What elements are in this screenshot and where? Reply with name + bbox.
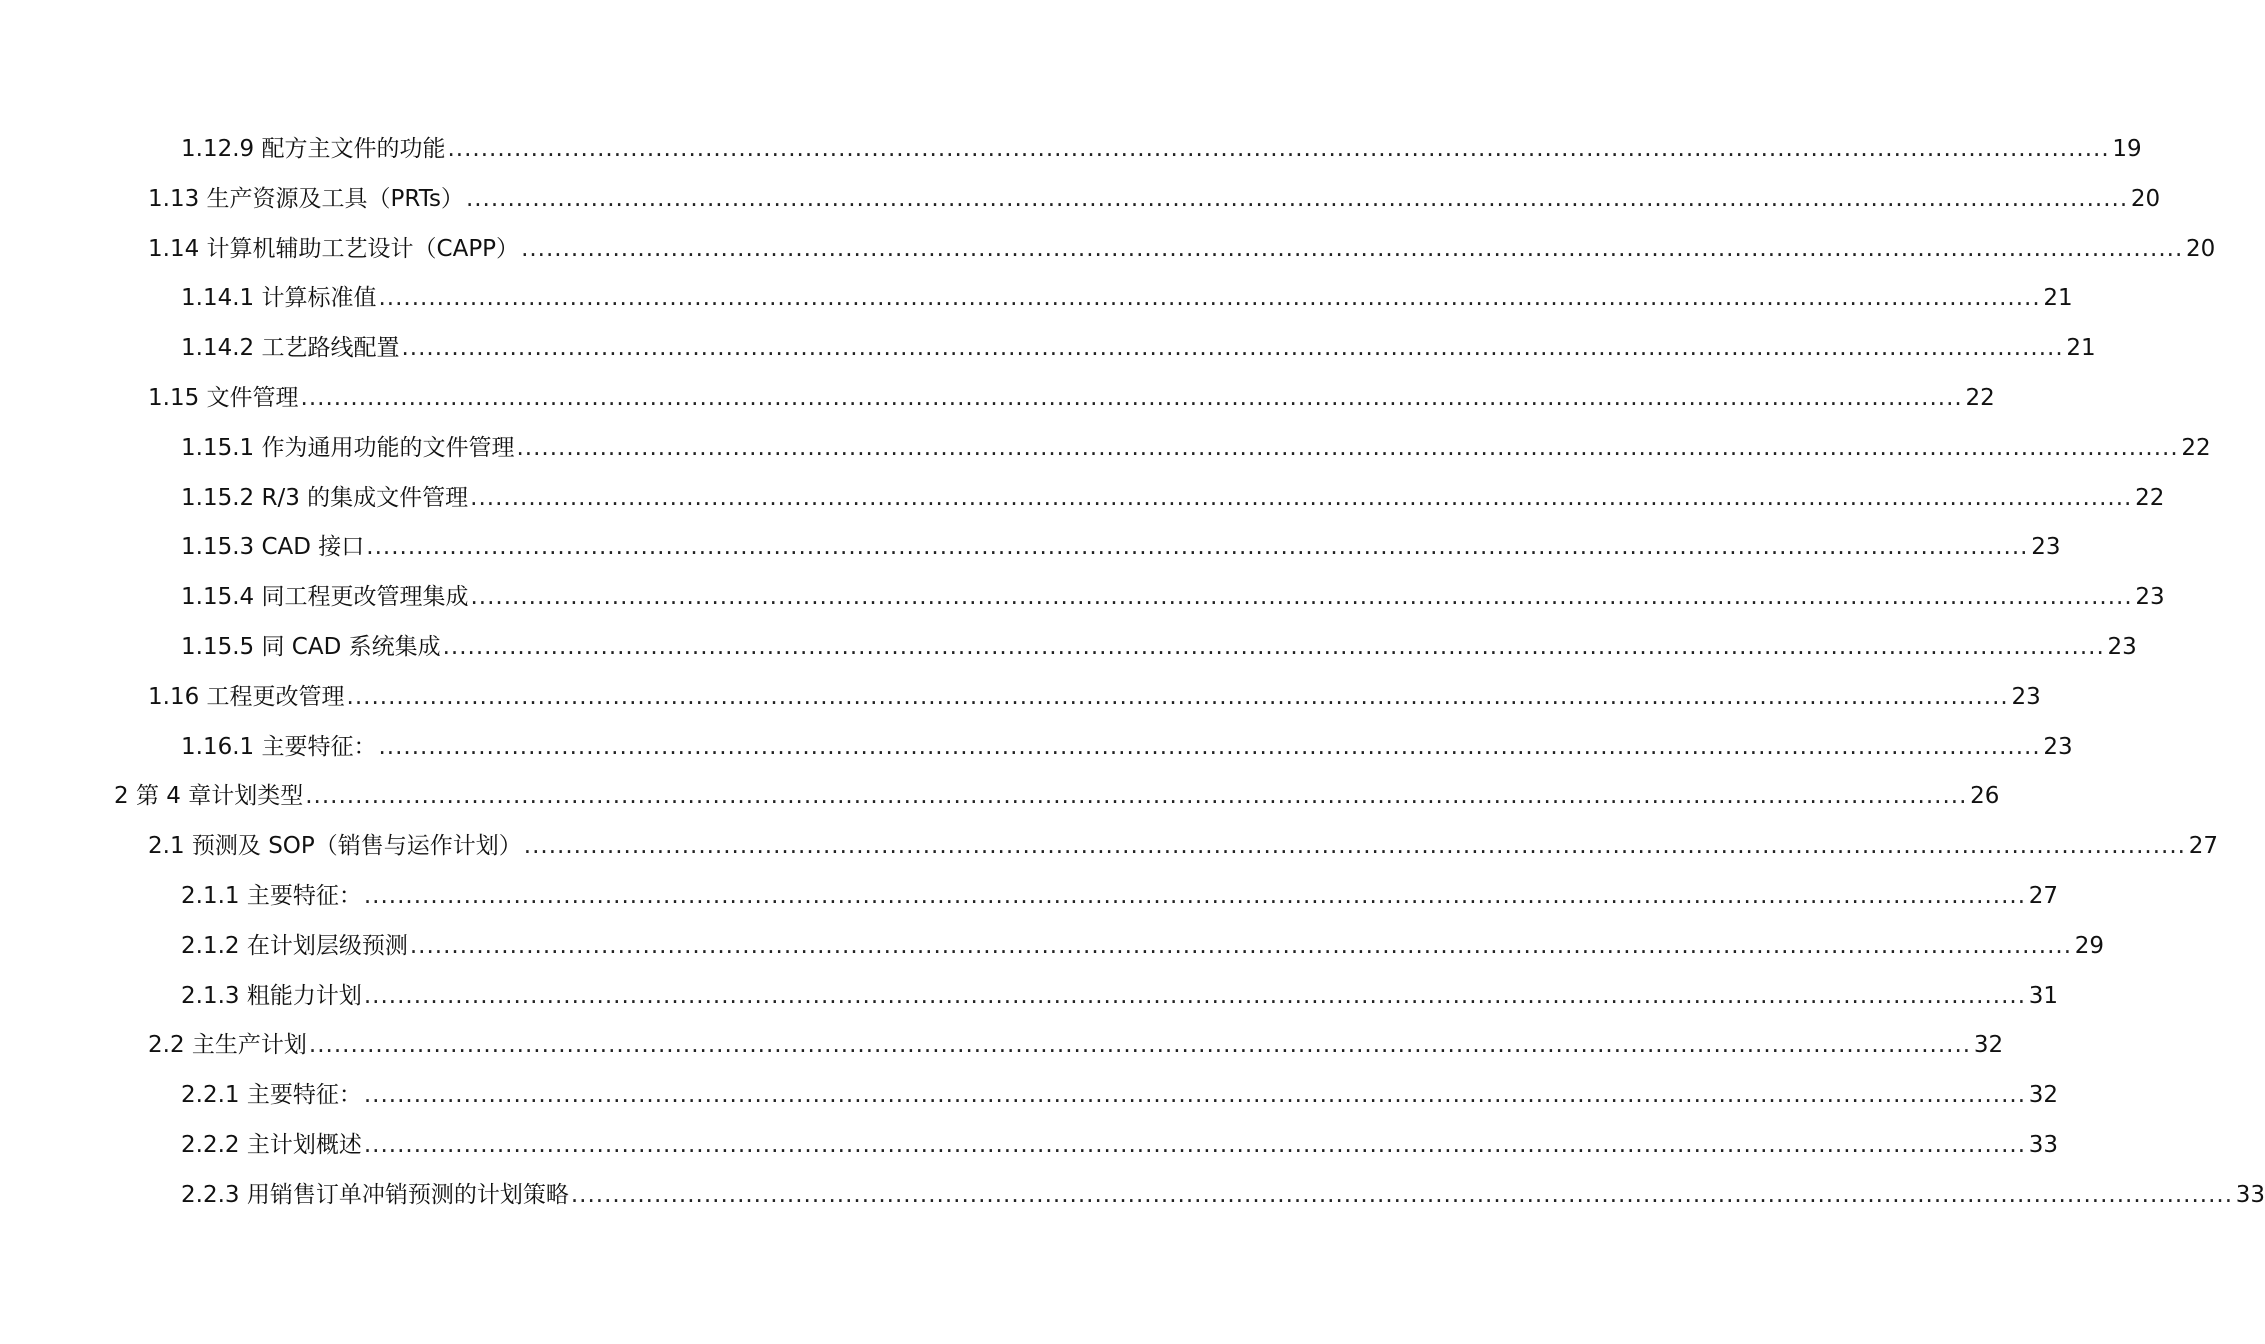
toc-entry-page: 23 xyxy=(2043,733,2073,760)
toc-entry-title: 1.12.9 配方主文件的功能 xyxy=(181,136,446,162)
toc-dot-leader: ........................................................................................................................................................................................................ xyxy=(570,1181,2234,1208)
toc-entry-page: 20 xyxy=(2186,235,2216,262)
toc-dot-leader: ........................................................................................................................................................................................................ xyxy=(363,982,2027,1009)
toc-entry-page: 33 xyxy=(2235,1181,2265,1208)
toc-entry-title: 2.2.2 主计划概述 xyxy=(181,1131,362,1158)
toc-dot-leader: ........................................................................................................................................................................................................ xyxy=(516,434,2179,461)
toc-entry-title: 1.14.2 工艺路线配置 xyxy=(181,335,400,362)
toc-entry-title: 2.1 预测及 SOP（销售与运作计划） xyxy=(148,833,522,860)
toc-entry-title: 1.14 计算机辅助工艺设计（CAPP） xyxy=(148,235,520,262)
toc-entry[interactable] xyxy=(0,723,2073,773)
toc-dot-leader: ........................................................................................................................................................................................................ xyxy=(378,733,2041,760)
toc-entry-page: 32 xyxy=(2028,1082,2059,1109)
toc-entry-page: 19 xyxy=(2112,136,2142,162)
toc-dot-leader: ........................................................................................................................................................................................................ xyxy=(305,783,1968,810)
toc-entry-title: 2.1.3 粗能力计划 xyxy=(181,982,362,1009)
toc-entry-page: 23 xyxy=(2107,633,2137,660)
toc-entry[interactable] xyxy=(0,175,2161,225)
toc-entry[interactable] xyxy=(0,1021,2004,1071)
toc-entry-title: 1.15 文件管理 xyxy=(148,384,299,411)
toc-entry-page: 29 xyxy=(2074,932,2105,959)
toc-entry-title: 2.2.1 主要特征： xyxy=(181,1082,362,1109)
toc-dot-leader: ........................................................................................................................................................................................................ xyxy=(523,833,2186,860)
toc-dot-leader: ........................................................................................................................................................................................................ xyxy=(363,1131,2027,1158)
table-of-contents xyxy=(0,125,2265,1221)
toc-entry-page: 32 xyxy=(1973,1032,2004,1059)
toc-entry[interactable] xyxy=(0,1121,2059,1171)
toc-entry[interactable] xyxy=(0,324,2096,374)
toc-entry-page: 20 xyxy=(2130,185,2161,212)
toc-entry-title: 1.14.1 计算标准值 xyxy=(181,285,377,312)
toc-entry-page: 23 xyxy=(2031,534,2061,561)
toc-entry-title: 2.1.2 在计划层级预测 xyxy=(181,932,408,959)
toc-entry-page: 33 xyxy=(2028,1131,2059,1158)
toc-dot-leader: ........................................................................................................................................................................................................ xyxy=(366,534,2029,561)
toc-entry-title: 1.13 生产资源及工具（PRTs） xyxy=(148,185,464,212)
toc-dot-leader: ........................................................................................................................................................................................................ xyxy=(409,932,2073,959)
toc-entry-title: 2.2.3 用销售订单冲销预测的计划策略 xyxy=(181,1181,569,1208)
toc-dot-leader: ........................................................................................................................................................................................................ xyxy=(470,484,2133,511)
toc-entry-page: 27 xyxy=(2188,833,2218,860)
toc-dot-leader: ........................................................................................................................................................................................................ xyxy=(308,1032,1972,1059)
toc-dot-leader: ........................................................................................................................................................................................................ xyxy=(401,335,2064,362)
toc-entry[interactable] xyxy=(0,772,2000,822)
toc-entry[interactable] xyxy=(0,274,2073,324)
toc-entry[interactable] xyxy=(0,1171,2265,1221)
toc-entry-page: 23 xyxy=(2011,683,2041,710)
toc-entry-title: 2 第 4 章计划类型 xyxy=(114,783,304,810)
toc-entry-title: 1.15.4 同工程更改管理集成 xyxy=(181,584,469,611)
toc-entry-page: 31 xyxy=(2028,982,2059,1009)
toc-entry[interactable] xyxy=(0,573,2165,623)
toc-entry-title: 1.15.2 R/3 的集成文件管理 xyxy=(181,484,469,511)
toc-entry-title: 1.16 工程更改管理 xyxy=(148,683,345,710)
toc-entry-page: 21 xyxy=(2043,285,2073,312)
toc-entry-page: 23 xyxy=(2135,584,2165,611)
toc-dot-leader: ........................................................................................................................................................................................................ xyxy=(363,1082,2027,1109)
toc-entry-page: 22 xyxy=(1965,384,1995,411)
toc-entry[interactable] xyxy=(0,922,2105,972)
toc-dot-leader: ........................................................................................................................................................................................................ xyxy=(363,882,2027,909)
toc-entry[interactable] xyxy=(0,822,2218,872)
toc-dot-leader: ........................................................................................................................................................................................................ xyxy=(470,584,2133,611)
toc-entry[interactable] xyxy=(0,225,2216,275)
toc-entry-title: 1.15.5 同 CAD 系统集成 xyxy=(181,633,441,660)
toc-dot-leader: ........................................................................................................................................................................................................ xyxy=(300,384,1963,411)
toc-dot-leader: ........................................................................................................................................................................................................ xyxy=(442,633,2105,660)
toc-entry-title: 2.1.1 主要特征： xyxy=(181,882,362,909)
toc-entry-page: 21 xyxy=(2066,335,2096,362)
toc-entry-page: 22 xyxy=(2181,434,2211,461)
toc-entry-title: 1.16.1 主要特征： xyxy=(181,733,377,760)
toc-entry[interactable] xyxy=(0,374,1995,424)
toc-entry[interactable] xyxy=(0,424,2211,474)
toc-dot-leader: ........................................................................................................................................................................................................ xyxy=(465,185,2129,212)
toc-entry[interactable] xyxy=(0,673,2041,723)
toc-entry-title: 2.2 主生产计划 xyxy=(148,1032,307,1059)
toc-entry[interactable] xyxy=(0,972,2059,1022)
toc-entry-title: 1.15.1 作为通用功能的文件管理 xyxy=(181,434,515,461)
toc-entry-page: 27 xyxy=(2028,882,2059,909)
toc-entry[interactable] xyxy=(0,1071,2059,1121)
toc-dot-leader: ........................................................................................................................................................................................................ xyxy=(447,136,2110,162)
toc-dot-leader: ........................................................................................................................................................................................................ xyxy=(346,683,2009,710)
toc-entry[interactable] xyxy=(0,523,2061,573)
toc-entry[interactable] xyxy=(0,623,2137,673)
toc-entry[interactable] xyxy=(0,125,2142,175)
toc-entry-title: 1.15.3 CAD 接口 xyxy=(181,534,365,561)
toc-entry[interactable] xyxy=(0,872,2059,922)
toc-dot-leader: ........................................................................................................................................................................................................ xyxy=(521,235,2184,262)
toc-entry-page: 22 xyxy=(2135,484,2165,511)
toc-entry[interactable] xyxy=(0,474,2165,524)
toc-dot-leader: ........................................................................................................................................................................................................ xyxy=(378,285,2041,312)
toc-entry-page: 26 xyxy=(1970,783,2000,810)
